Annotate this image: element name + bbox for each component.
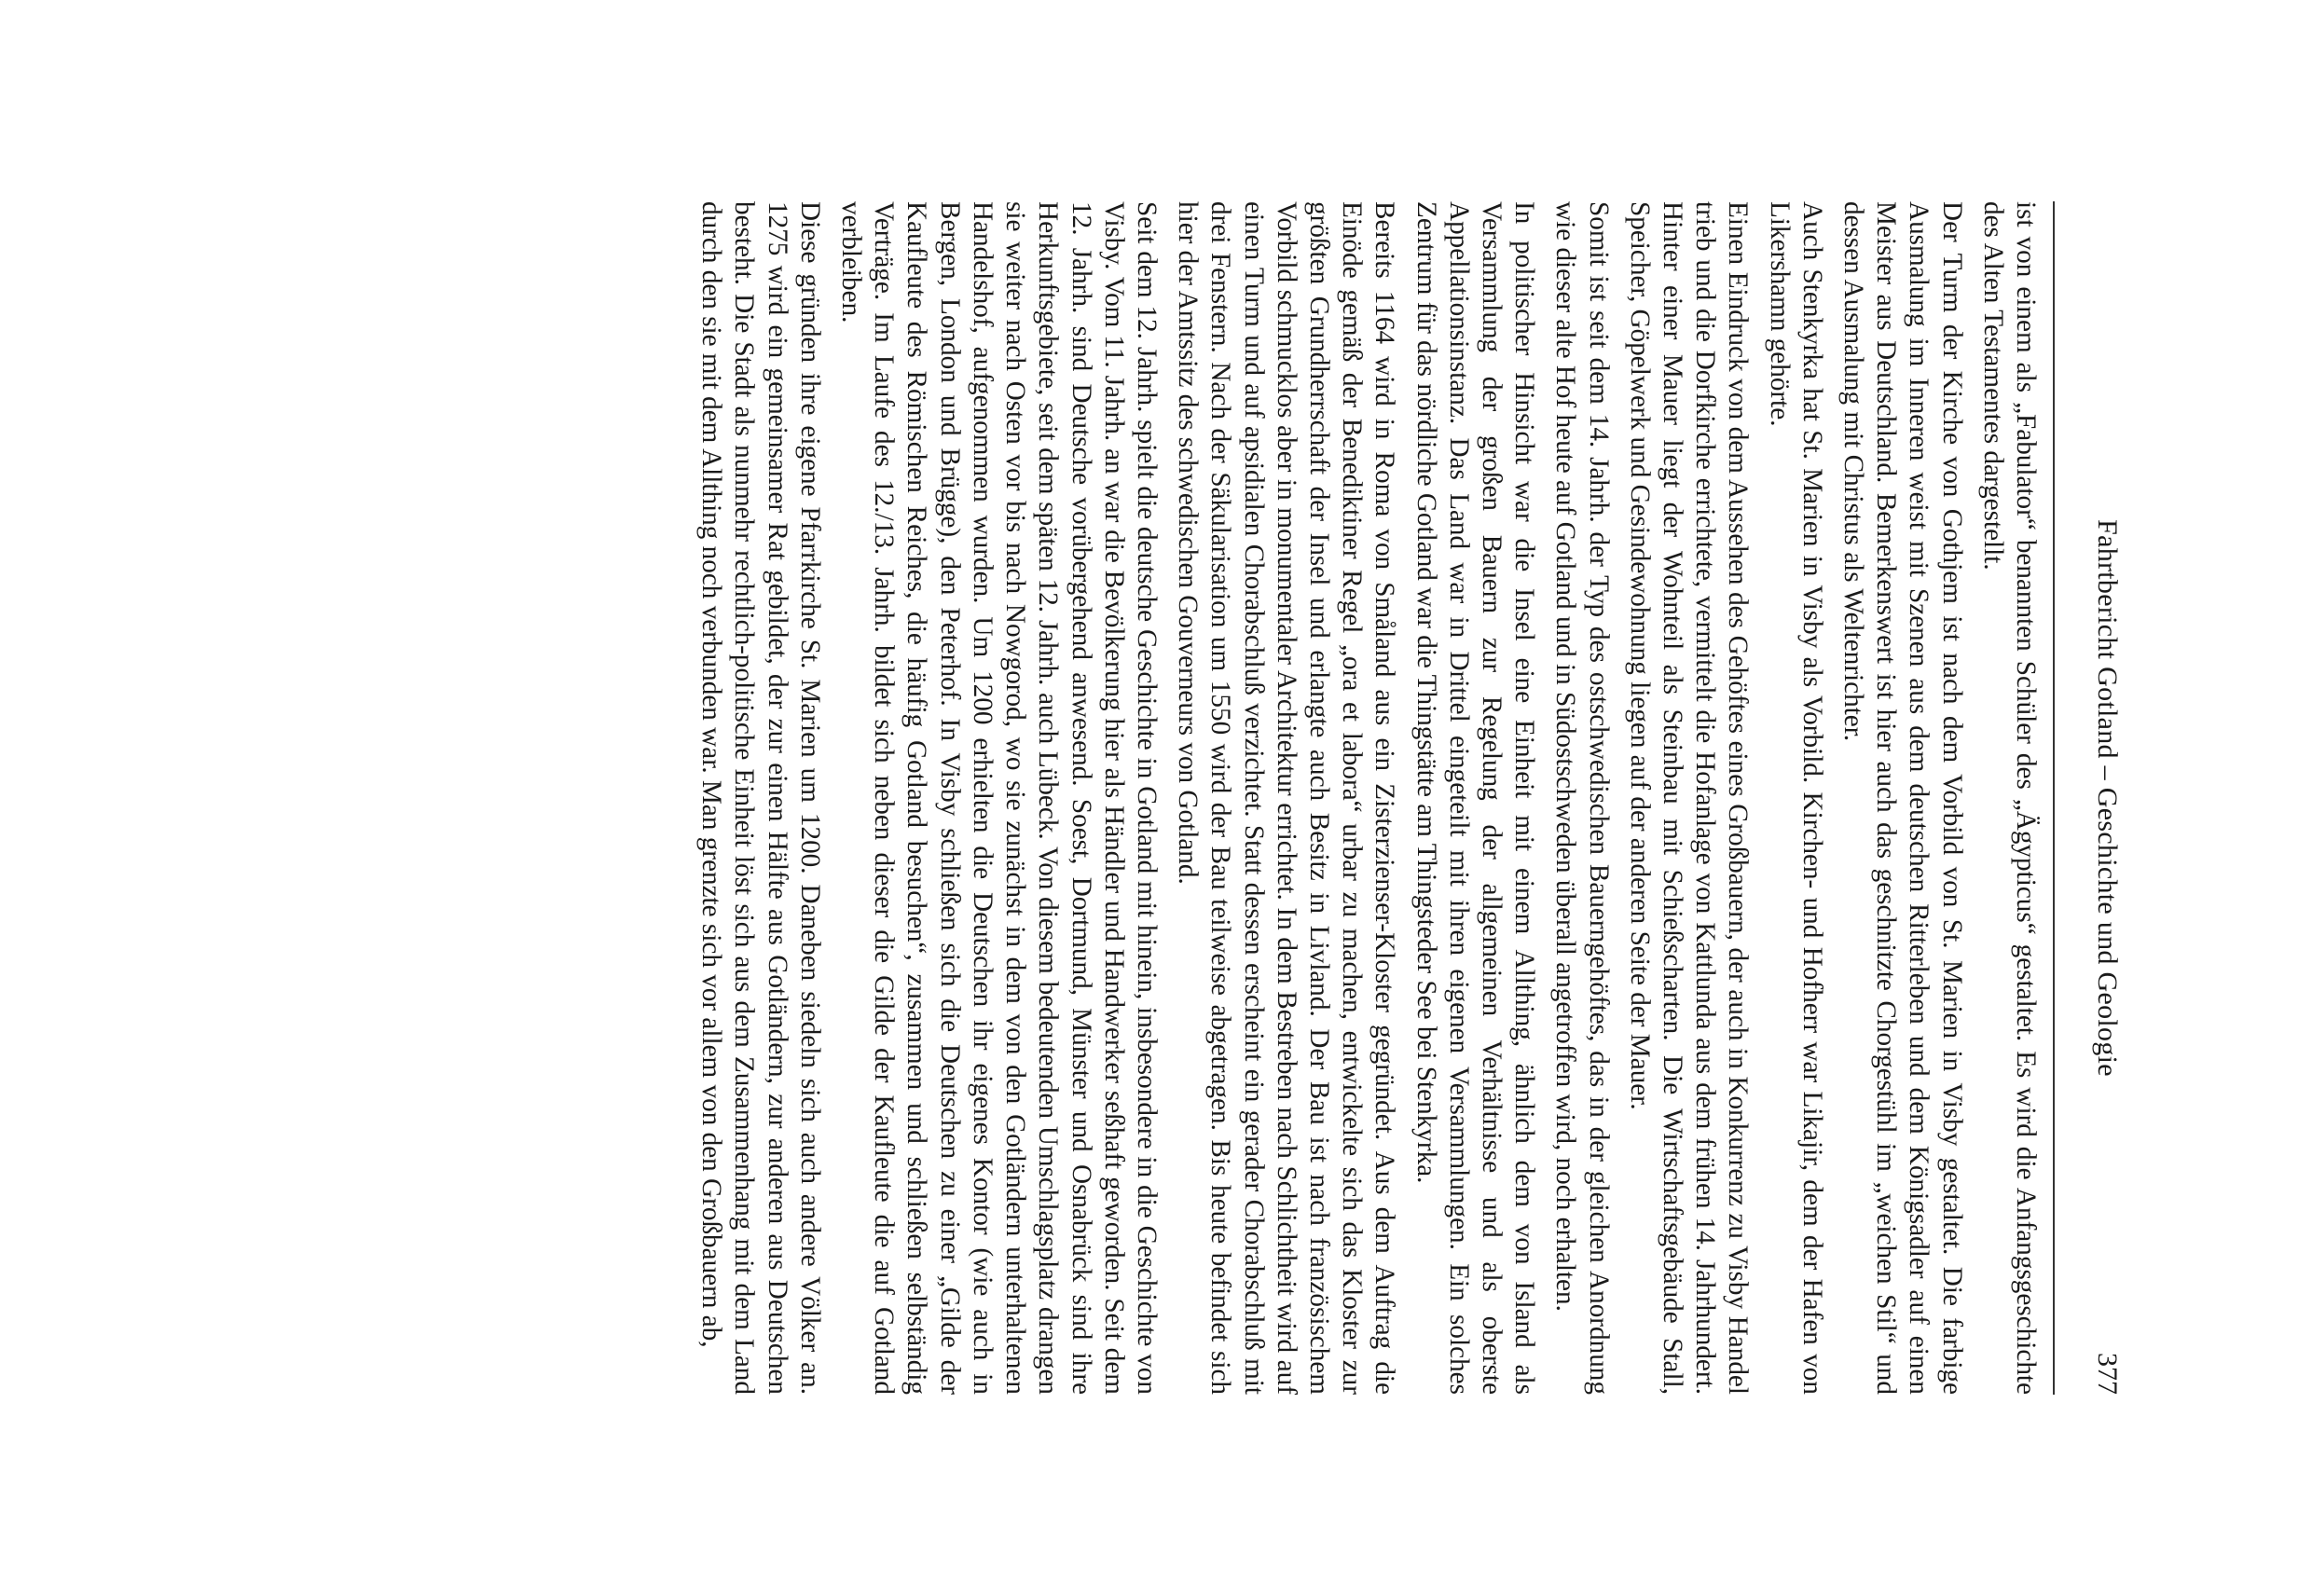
paragraph: Bereits 1164 wird in Roma von Småland aus ein Zisterzienser-Kloster gegründet. Aus dem Auftrag die Einöde gemäß der Benediktiner Regel „ora et labora“ urbar zu machen, entwickelte sich das Kloster zur größten Grundherrschaft der Insel und erlangte auch Besitz in Livland. Der Bau ist nach französischem Vorbild schmucklos aber in monumentaler Architektur errichtet. In dem Bestreben nach Schlichtheit wird auf einen Turm und auf apsidialen Chorabschluß verzichtet. Statt dessen erscheint ein gerader Chorabschluß mit drei Fenstern. Nach der Säkularisation um 1550 wird der Bau teilweise abgetragen. Bis heute befindet sich hier der Amtssitz des schwedischen Gouverneurs von Gotland. (1173, 201, 1400, 1395)
paragraph: ist von einem als „Fabulator“ benannten Schüler des „Ägypticus“ gestaltet. Es wird die Anfangsgeschichte des Alten Testamentes dargestellt. (1977, 201, 2041, 1395)
paragraph: Einen Eindruck von dem Aussehen des Gehöftes eines Großbauern, der auch in Konkurrenz zu Visby Handel trieb und die Dorfkirche errichtete, vermittelt die Hofanlage von Kattlunda aus dem frühen 14. Jahrhundert. Hinter einer Mauer liegt der Wohnteil als Steinbau mit Schießscharten. Die Wirtschaftsgebäude Stall, Speicher, Göpelwerk und Gesindewohnung liegen auf der anderen Seite der Mauer. (1624, 201, 1754, 1395)
paragraph: Der Turm der Kirche von Gothjem ist nach dem Vorbild von St. Marien in Visby gestaltet. Die farbige Ausmalung im Inneren weist mit Szenen aus dem deutschen Ritterleben und dem Königsadler auf einen Meister aus Deutschland. Bemerkenswert ist hier auch das geschnitzte Chorgestühl im „weichen Stil“ und dessen Ausmalung mit Christus als Weltenrichter. (1837, 201, 1967, 1395)
paragraph: Seit dem 12. Jahrh. spielt die deutsche Geschichte in Gotland mit hinein, insbesondere in die Geschichte von Visby. Vom 11. Jahrh. an war die Bevölkerung hier als Händler und Handwerker seßhaft geworden. Seit dem 12. Jahrh. sind Deutsche vorübergehend anwesend. Soest, Dortmund, Münster und Osnabrück sind ihre Herkunftsgebiete, seit dem späten 12. Jahrh. auch Lübeck. Von diesem bedeutenden Umschlagsplatz drangen sie weiter nach Osten vor bis nach Nowgorod, wo sie zunächst in dem von den Gotländern unterhaltenen Handelshof, aufgenommen wurden. Um 1200 erhielten die Deutschen ihr eigenes Kontor (wie auch in Bergen, London und Brügge), den Peterhof. In Visby schließen sich die Deutschen zu einer „Gilde der Kaufleute des Römischen Reiches, die häufig Gotland besuchen“, zusammen und schließen selbständig Verträge. Im Laufe des 12./13. Jahrh. bildet sich neben dieser die Gilde der Kaufleute die auf Gotland verbleiben. (836, 201, 1162, 1395)
book-page-rotated (270, 201, 2135, 1395)
paragraph: Auch Stenkyrka hat St. Marien in Visby als Vorbild. Kirchen- und Hofherr war Likajir, dem der Hafen von Likershamn gehörte. (1764, 201, 1827, 1395)
header-rule (2053, 201, 2055, 1395)
body-text (289, 201, 2042, 1395)
paragraph: In politischer Hinsicht war die Insel eine Einheit mit einem Allthing, ähnlich dem von Island als Versammlung der großen Bauern zur Regelung der allgemeinen Verhältnisse und als oberste Appellationsinstanz. Das Land war in Drittel eingeteilt mit ihren eigenen Versammlungen. Ein solches Zentrum für das nördliche Gotland war die Thingstätte am Thingsteder See bei Stenkyrka. (1411, 201, 1540, 1395)
running-head (2079, 201, 2135, 1395)
paragraph: Somit ist seit dem 14. Jahrh. der Typ des ostschwedischen Bauerngehöftes, das in der gleichen Anordnung wie dieser alte Hof heute auf Gotland und in Südostschweden überall angetroffen wird, noch erhalten. (1550, 201, 1614, 1395)
paragraph: Diese gründen ihre eigene Pfarrkirche St. Marien um 1200. Daneben siedeln sich auch andere Völker an. 1275 wird ein gemeinsamer Rat gebildet, der zur einen Hälfte aus Gotländern, zur anderen aus Deutschen besteht. Die Stadt als nunmehr rechtlich-politische Einheit löst sich aus dem Zusammenhang mit dem Land durch den sie mit dem Allthing noch verbunden war. Man grenzte sich vor allem von den Großbauern ab, (696, 201, 825, 1395)
page-number: 377 (2092, 1353, 2123, 1395)
running-title: Fahrtbericht Gotland – Geschichte und Geologie (2092, 519, 2123, 1077)
